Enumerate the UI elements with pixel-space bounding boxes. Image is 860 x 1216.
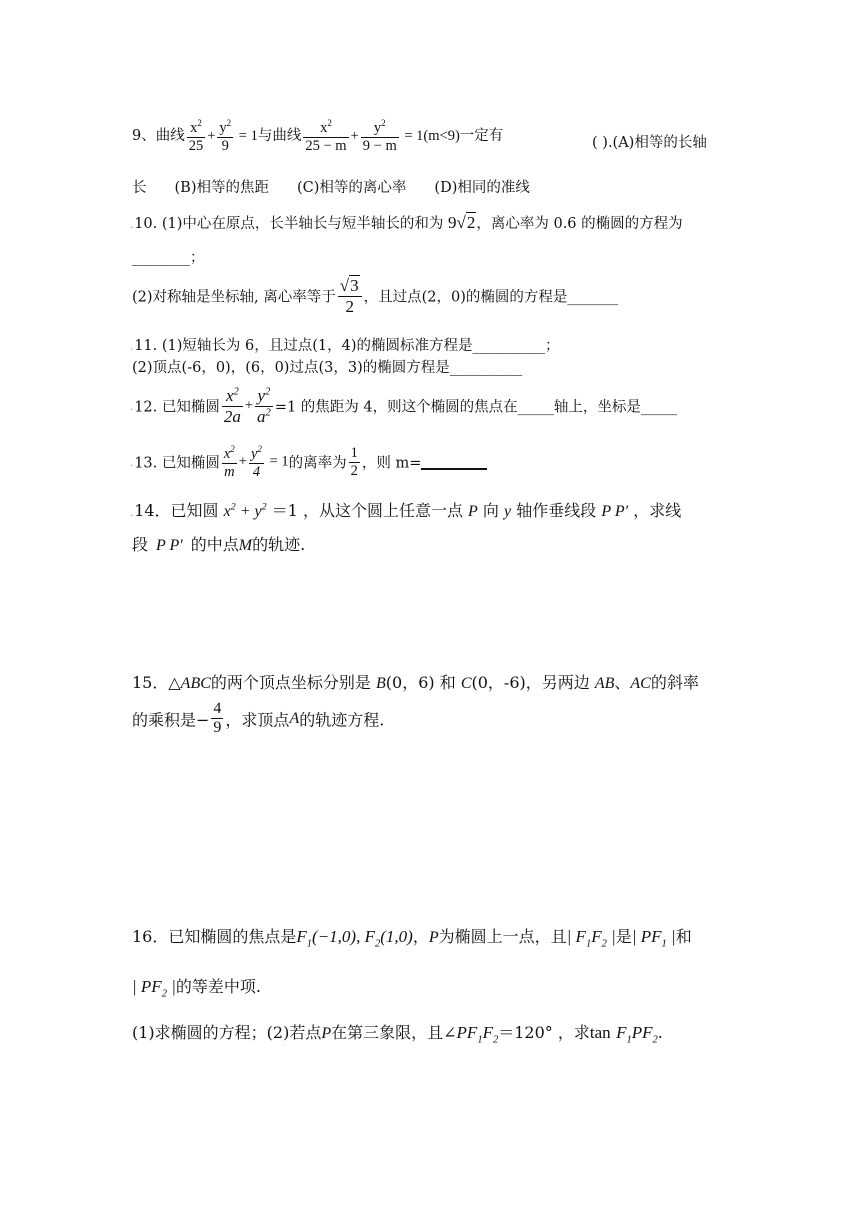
q13-frac-x2-m: $\frac{x^2}{m}$ [223,444,235,480]
q16-tan-expr: $\tan F_1PF_2$ [589,1023,658,1046]
q16-line2: | $PF_2$ |的等差中项. [132,977,261,1000]
q9-frac-y2-9: $\frac{y^2}{9}$ [219,118,232,154]
q16-line3: (1)求椭圆的方程；(2)若点P在第三象限，且$\angle PF_1F_2=120^\circ$ ，求$\tan F_1PF_2$. [132,1023,663,1046]
q10-line3: (2)对称轴是坐标轴, 离心率等于 $\frac{√3}{2}$ ，且过点(2，0)的椭圆的方程是_______ [132,276,619,316]
q13-line: .13. 已知椭圆 $\frac{x^2}{m}$ + $\frac{y^2}{4}$ = 1的离率为 $\frac{1}{2}$ ，则 m= [130,444,487,480]
q9-frac-x2-25m: $\frac{x^2}{25 - m}$ [305,118,347,154]
q9-text-must: 一定有 [459,128,504,145]
q9-frac-x2-25: $\frac{x^2}{25}$ [188,118,204,154]
q15-frac-4-9: $\frac{4}{9}$ [213,700,222,737]
q11-line1: .11. (1)短轴长为 6，且过点(1，4)的椭圆标准方程是__________； [130,338,560,354]
q16-pf2-abs: | $PF_2$ | [132,977,176,1000]
q9-option-c: (C)相等的离心率 [296,180,407,196]
q13-frac-y2-4: $\frac{y^2}{4}$ [250,444,262,480]
q16-pf1-abs: | $PF_1$ | [631,927,676,950]
q9-line1: 9、曲线 $\frac{x^2}{25}$ + $\frac{y^2}{9}$ = 1与曲线 $\frac{x^2}{25 - m}$ + $\frac{y^2}{9 - m}$ = 1(m<9)一定有 [132,118,504,154]
q14-circle-eq: $x^2 + y^2$ [223,501,267,520]
q16-foci-expr: $F_1(-1,0)$, $F_2(1,0)$ [296,927,413,950]
q9-frac-y2-9m: $\frac{y^2}{9 - m}$ [362,118,397,154]
q14-line2: 段 P P′ 的中点M的轨迹. [132,535,306,554]
q15-line1: 15．△ABC的两个顶点坐标分别是 B(0，6) 和 C(0，-6)，另两边 AB、AC的斜率 [132,673,699,692]
q14-line1: .14．已知圆 $x^2 + y^2 =1$ ，从这个圆上任意一点 P 向 y 轴作垂线段 P P′ ，求线 [130,501,682,520]
q9-number: 9、 [132,128,156,145]
q16-line1: 16．已知椭圆的焦点是$F_1(-1,0)$, $F_2(1,0)$，P为椭圆上一点，且| $F_1F_2$ |是| $PF_1$ |和 [132,927,692,950]
q9-line2 [132,176,530,197]
q12-line: .12. 已知椭圆 $\frac{x^2}{2a}$ + $\frac{y^2}{a^2}$ =1 的焦距为 4，则这个椭圆的焦点在_____轴上，坐标是_____ [130,386,678,426]
q10-sum-expr: 9√2 [448,213,476,232]
q11-line2: (2)顶点(-6，0)，(6，0)过点(3，3)的椭圆方程是__________ [132,360,523,376]
q16-f1f2-abs: | $F_1F_2$ | [566,927,616,950]
q9-text-curve: 曲线 [155,128,185,145]
q9-option-b: (B)相等的焦距 [174,180,269,196]
q12-frac-y2-a2: $\frac{y^2}{a^2}$ [257,386,271,426]
q10-frac-sqrt3-2: $\frac{√3}{2}$ [338,276,362,316]
q9-option-d: (D)相同的准线 [434,180,530,196]
q9-text-and-curve: 与曲线 [257,128,302,145]
q12-frac-x2-2a: $\frac{x^2}{2a}$ [223,386,241,426]
q9-condition: (m<9) [423,128,460,145]
q13-frac-1-2: $\frac{1}{2}$ [350,444,358,479]
q16-angle-expr: $PF_1F_2$ [456,1023,499,1046]
q10-line2: ________； [132,250,205,266]
q15-line2: 的乘积是− $\frac{4}{9}$ ，求顶点A的轨迹方程. [132,700,385,737]
q9-answer-paren: ( ).(A)相等的长轴 [592,135,707,151]
q13-answer-blank [421,454,487,471]
q9-option-a: .(A)相等的长轴 [607,135,707,151]
q9-option-a-cont: 长 [132,180,147,196]
q10-line1: .10. (1)中心在原点，长半轴长与短半轴长的和为 9√2，离心率为 0.6 的椭圆的方程为 [130,213,683,232]
